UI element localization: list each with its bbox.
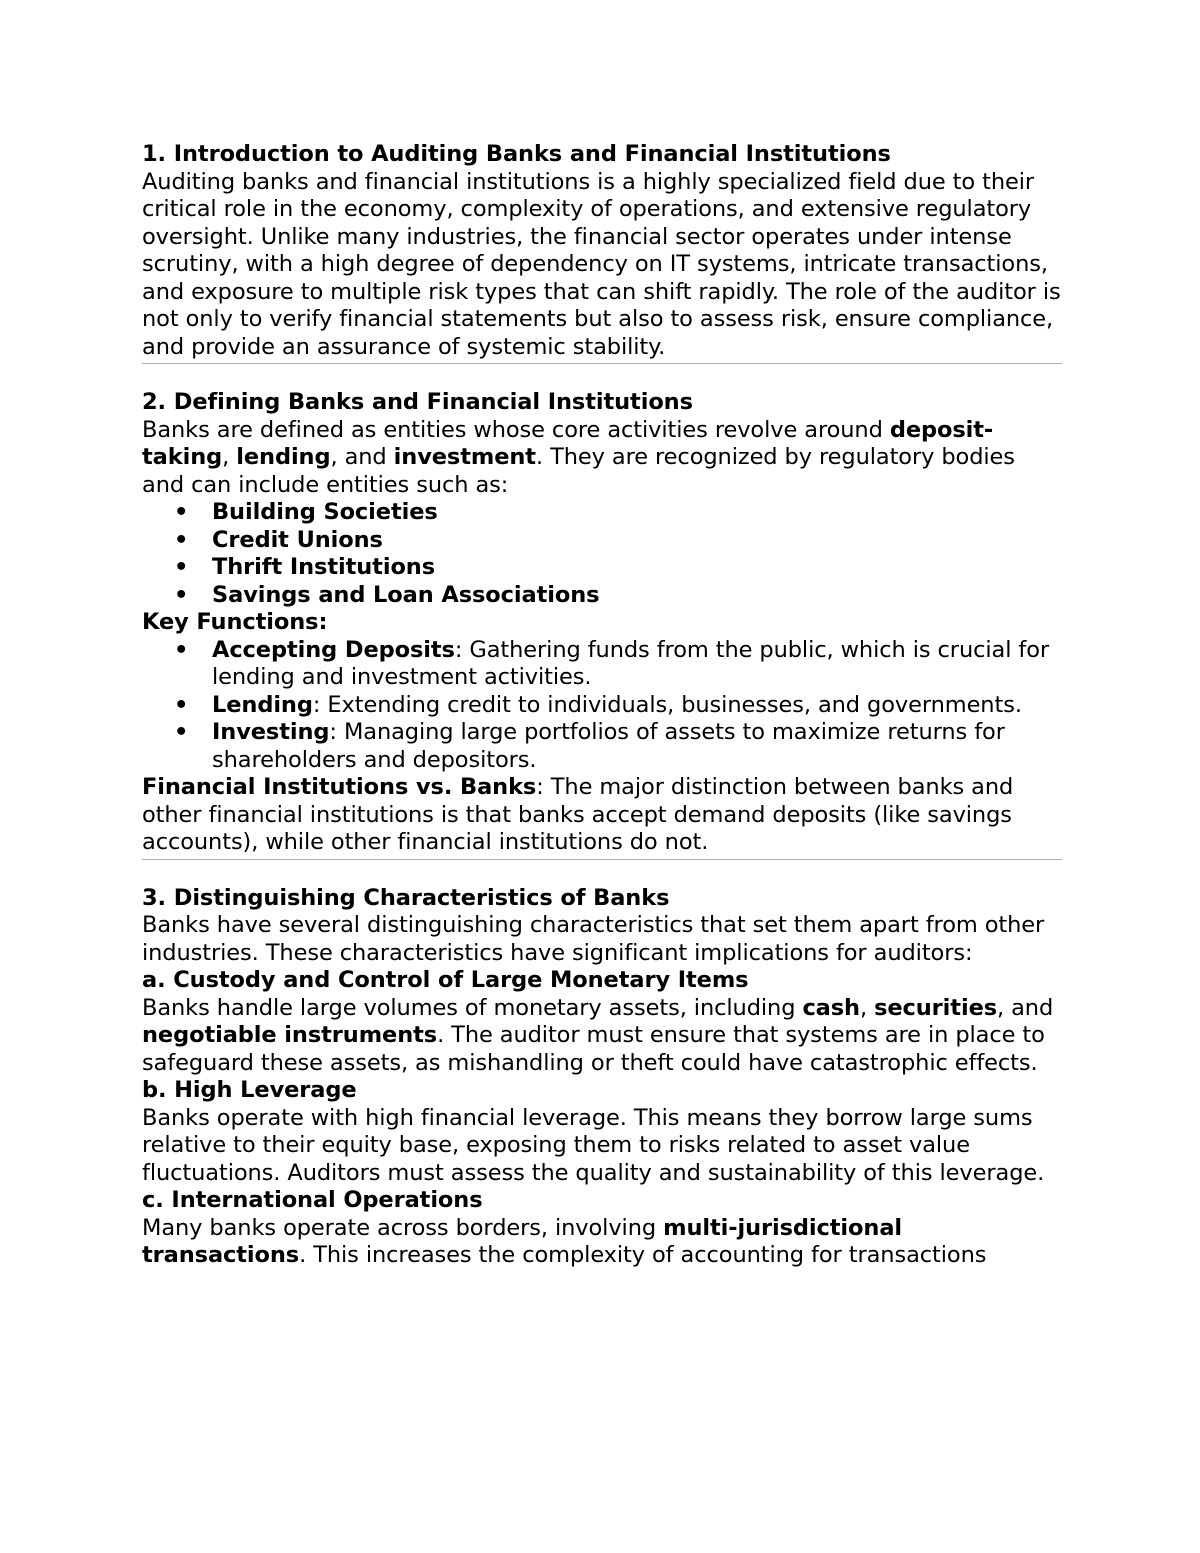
section-1-heading: 1. Introduction to Auditing Banks and Financial Institutions [142,141,891,167]
subsection-b-heading: b. High Leverage [142,1077,357,1103]
key-functions-heading: Key Functions: [142,609,328,635]
list-item: • Building Societies [212,499,1062,527]
section-divider [142,363,1062,364]
subsection-c-heading: c. International Operations [142,1187,483,1213]
section-2-heading: 2. Defining Banks and Financial Institutions [142,389,693,415]
key-functions-list [142,637,1062,775]
list-item: • Investing: Managing large portfolios of assets to maximize returns for shareholders and depositors. [212,719,1062,774]
subsection-c-body: Many banks operate across borders, involving multi-jurisdictional transactions. This increases the complexity of accounting for transactions [142,1214,987,1268]
section-divider [142,859,1062,860]
section-defining-banks [142,389,1062,857]
section-3-intro: Banks have several distinguishing characteristics that set them apart from other industries. These characteristics have significant implications for auditors: [142,912,1045,966]
section-characteristics [142,885,1062,1270]
subsection-a-heading: a. Custody and Control of Large Monetary Items [142,967,749,993]
section-2-intro: Banks are defined as entities whose core activities revolve around deposit-taking, lending, and investment. They are recognized by regulatory bodies and can include entities such as: [142,416,1015,498]
list-item: • Credit Unions [212,527,1062,555]
list-item: • Savings and Loan Associations [212,582,1062,610]
subsection-a-body: Banks handle large volumes of monetary assets, including cash, securities, and negotiable instruments. The auditor must ensure that systems are in place to safeguard these assets, as mishandling or theft could have catastrophic effects. [142,994,1054,1076]
subsection-b-body: Banks operate with high financial leverage. This means they borrow large sums relative to their equity base, exposing them to risks related to asset value fluctuations. Auditors must assess the quality and sustainability of this leverage. [142,1104,1045,1186]
section-introduction [142,141,1062,361]
fi-vs-banks-paragraph: Financial Institutions vs. Banks: The major distinction between banks and other financial institutions is that banks accept demand deposits (like savings accounts), while other financial institutions do not. [142,774,1014,855]
list-item: • Accepting Deposits: Gathering funds from the public, which is crucial for lending and investment activities. [212,637,1062,692]
entity-list [142,499,1062,609]
list-item: • Thrift Institutions [212,554,1062,582]
document-page [142,141,1062,1270]
list-item: • Lending: Extending credit to individuals, businesses, and governments. [212,692,1062,720]
section-1-body: Auditing banks and financial institutions is a highly specialized field due to their critical role in the economy, complexity of operations, and extensive regulatory oversight. Unlike many industries, the financial sector operates under intense scrutiny, with a high degree of dependency on IT systems, intricate transactions, and exposure to multiple risk types that can shift rapidly. The role of the auditor is not only to verify financial statements but also to assess risk, ensure compliance, and provide an assurance of systemic stability. [142,168,1061,360]
section-3-heading: 3. Distinguishing Characteristics of Banks [142,884,670,911]
